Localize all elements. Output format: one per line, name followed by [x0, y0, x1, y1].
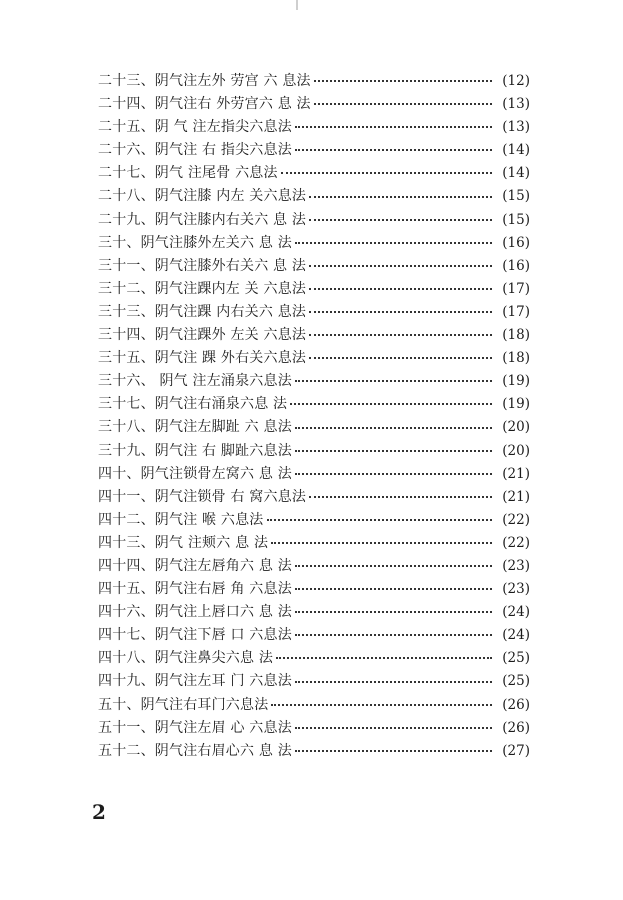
toc-entry-page: (27) [502, 742, 530, 759]
toc-entry-title: 三十一、阴气注膝外右关六 息 法 [98, 257, 307, 274]
dot-leader [295, 125, 492, 128]
toc-entry [98, 532, 530, 555]
toc-entry [98, 740, 530, 763]
toc-entry-page: (26) [502, 719, 530, 736]
toc-entry-title: 三十、阴气注膝外左关六 息 法 [98, 234, 292, 251]
toc-entry-title: 二十四、阴气注右 外劳宫六 息 法 [98, 96, 311, 113]
toc-entry-page: (20) [502, 442, 530, 459]
toc-entry-page: (24) [502, 627, 530, 644]
toc-entry-page: (13) [502, 96, 530, 113]
toc-entry-page: (16) [502, 257, 530, 274]
toc-entry-page: (23) [502, 557, 530, 574]
toc-entry-page: (17) [502, 303, 530, 320]
dot-leader [295, 148, 492, 151]
toc-entry-title: 四十、阴气注锁骨左窝六 息 法 [98, 465, 292, 482]
page-number: 2 [92, 800, 106, 824]
toc-entry-page: (18) [502, 350, 530, 367]
toc-entry-title: 五十二、阴气注右眉心六 息 法 [98, 742, 292, 759]
toc-entry-page: (14) [502, 142, 530, 159]
dot-leader [295, 379, 492, 382]
dot-leader [314, 102, 492, 105]
toc-entry [98, 370, 530, 393]
toc-entry-page: (23) [502, 581, 530, 598]
toc-entry [98, 347, 530, 370]
toc-entry-title: 三十六、 阴气 注左涌泉六息法 [98, 373, 292, 390]
toc-entry-page: (22) [502, 511, 530, 528]
dot-leader [309, 218, 492, 221]
toc-entry-title: 二十三、阴气注左外 劳宫 六 息法 [98, 73, 311, 89]
toc-entry-page: (13) [502, 119, 530, 136]
toc-entry [98, 694, 530, 717]
toc-entry-page: (20) [502, 419, 530, 436]
toc-entry-title: 五十一、阴气注左眉 心 六息法 [98, 719, 292, 736]
dot-leader [295, 680, 492, 683]
dot-leader [295, 587, 492, 590]
toc-entry-title: 四十一、阴气注锁骨 右 窝六息法 [98, 488, 307, 505]
dot-leader [271, 703, 492, 706]
dot-leader [309, 195, 492, 198]
dot-leader [314, 79, 492, 82]
toc-entry-title: 五十、阴气注右耳门六息法 [98, 696, 269, 713]
dot-leader [295, 749, 492, 752]
dot-leader [271, 541, 492, 544]
toc-entry-page: (15) [502, 211, 530, 228]
toc-entry-title: 二十八、阴气注膝 内左 关六息法 [98, 188, 307, 205]
dot-leader [309, 495, 492, 498]
dot-leader [295, 472, 492, 475]
toc-entry [98, 486, 530, 509]
toc-entry [98, 624, 530, 647]
toc-entry-page: (15) [502, 188, 530, 205]
toc-entry [98, 278, 530, 301]
toc-entry [98, 324, 530, 347]
toc-entry-title: 二十五、阴 气 注左指尖六息法 [98, 119, 292, 136]
toc-entry-title: 四十六、阴气注上唇口六 息 法 [98, 604, 292, 621]
toc-entry-title: 二十九、阴气注膝内右关六 息 法 [98, 211, 307, 228]
toc-entry-page: (14) [502, 165, 530, 182]
toc-entry [98, 255, 530, 278]
toc-entry-title: 三十二、阴气注踝内左 关 六息法 [98, 280, 307, 297]
toc-entry [98, 601, 530, 624]
toc-entry [98, 139, 530, 162]
toc-entry [98, 232, 530, 255]
toc-entry-title: 四十二、阴气注 喉 六息法 [98, 511, 264, 528]
toc-entry [98, 647, 530, 670]
dot-leader [309, 310, 492, 313]
dot-leader [276, 656, 492, 659]
toc-entry [98, 393, 530, 416]
toc-entry [98, 301, 530, 324]
toc-entry-page: (25) [502, 650, 530, 667]
toc-entry-page: (17) [502, 280, 530, 297]
toc-entry-title: 四十四、阴气注左唇角六 息 法 [98, 557, 292, 574]
toc-entry-title: 三十八、阴气注左脚趾 六 息法 [98, 419, 292, 436]
toc-entry-title: 二十六、阴气注 右 指尖六息法 [98, 142, 292, 159]
toc-entry-title: 三十五、阴气注 踝 外右关六息法 [98, 350, 307, 367]
toc-entry [98, 717, 530, 740]
dot-leader [295, 449, 492, 452]
toc-entry-title: 三十四、阴气注踝外 左关 六息法 [98, 327, 307, 344]
toc-entry-page: (19) [502, 396, 530, 413]
toc-entry [98, 116, 530, 139]
toc-entry [98, 209, 530, 232]
toc-entry-page: (21) [502, 488, 530, 505]
toc-entry-page: (19) [502, 373, 530, 390]
toc-entry [98, 70, 530, 93]
dot-leader [295, 564, 492, 567]
dot-leader [295, 426, 492, 429]
toc-entry-title: 三十九、阴气注 右 脚趾六息法 [98, 442, 292, 459]
dot-leader [281, 171, 492, 174]
table-of-contents [98, 70, 530, 763]
dot-leader [309, 264, 492, 267]
toc-entry-page: (21) [502, 465, 530, 482]
dot-leader [295, 633, 492, 636]
toc-entry-page: (24) [502, 604, 530, 621]
toc-entry-page: (22) [502, 534, 530, 551]
toc-entry [98, 509, 530, 532]
toc-entry-title: 四十八、阴气注鼻尖六息 法 [98, 650, 274, 667]
toc-entry [98, 463, 530, 486]
toc-entry [98, 185, 530, 208]
dot-leader [309, 333, 492, 336]
toc-entry-page: (26) [502, 696, 530, 713]
toc-entry-title: 四十九、阴气注左耳 门 六息法 [98, 673, 292, 690]
dot-leader [295, 610, 492, 613]
dot-leader [267, 518, 493, 521]
toc-entry [98, 162, 530, 185]
dot-leader [290, 402, 492, 405]
toc-entry-title: 三十三、阴气注踝 内右关六 息法 [98, 303, 307, 320]
scan-mark [296, 0, 298, 10]
toc-entry-title: 四十七、阴气注下唇 口 六息法 [98, 627, 292, 644]
toc-entry-title: 四十五、阴气注右唇 角 六息法 [98, 581, 292, 598]
dot-leader [309, 287, 492, 290]
dot-leader [295, 726, 492, 729]
dot-leader [295, 241, 492, 244]
dot-leader [309, 356, 492, 359]
toc-entry-title: 三十七、阴气注右涌泉六息 法 [98, 396, 288, 413]
toc-entry-title: 二十七、阴气 注尾骨 六息法 [98, 165, 278, 182]
toc-entry [98, 93, 530, 116]
toc-entry [98, 440, 530, 463]
toc-entry [98, 416, 530, 439]
toc-entry-title: 四十三、阴气 注颊六 息 法 [98, 534, 269, 551]
toc-entry [98, 555, 530, 578]
toc-entry-page: (16) [502, 234, 530, 251]
toc-entry-page: (25) [502, 673, 530, 690]
toc-entry [98, 670, 530, 693]
toc-entry [98, 578, 530, 601]
toc-entry-page: (12) [502, 73, 530, 89]
toc-entry-page: (18) [502, 327, 530, 344]
